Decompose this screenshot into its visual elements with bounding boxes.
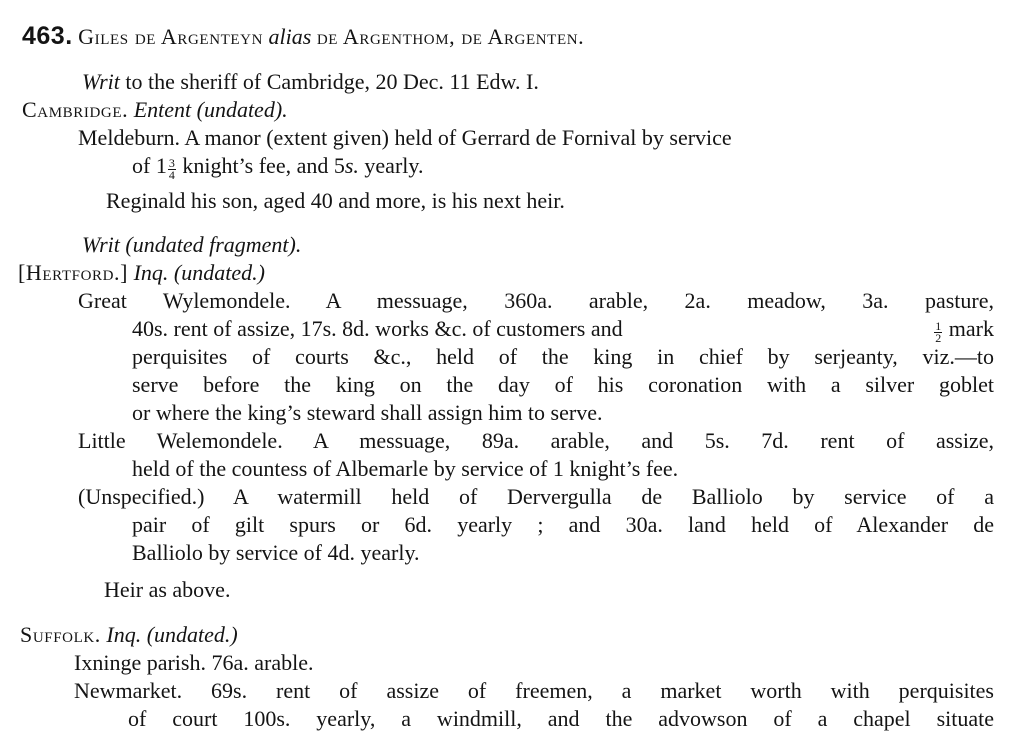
shilling-abbrev: s. [344, 153, 359, 178]
entry-name-variants: de Argenthom, de Argenten. [316, 24, 585, 49]
welemondele-line-2: held of the countess of Albemarle by service of 1 knight’s fee. [132, 456, 679, 481]
entry-number: 463. [22, 22, 73, 50]
half-mark [933, 315, 994, 344]
wylemondele-line-5: or where the king’s steward shall assign him to serve. [132, 400, 603, 425]
cambridge-heading [22, 96, 288, 124]
hertford-heading [18, 259, 265, 287]
county-cambridge: Cambridge. [22, 97, 129, 122]
county-suffolk: Suffolk. [20, 622, 101, 647]
ixninge-line: Ixninge parish. 76a. arable. [74, 650, 314, 675]
cambridge-heir: Reginald his son, aged 40 and more, is his next heir. [106, 188, 565, 213]
mark-text: mark [948, 316, 994, 341]
fraction-denominator: 4 [168, 168, 175, 182]
fraction-numerator: 1 [935, 319, 942, 333]
entry-alias: alias [268, 24, 312, 49]
entry-heading [22, 22, 584, 51]
wylemondele-text-a: 40s. rent of assize, 17s. 8d. works &c. of customers and [132, 316, 623, 341]
inquisition-label-suffolk: Inq. (undated.) [106, 622, 238, 647]
meldeburn-text-b: knight’s fee, and 5 [182, 153, 345, 178]
writ-text: to the sheriff of Cambridge, 20 Dec. 11 Edw. I. [125, 69, 539, 94]
wylemondele-line-3: perquisites of courts &c., held of the king in chief by serjeanty, viz.—to [132, 344, 994, 369]
entry-name: Giles de Argenteyn [78, 24, 264, 49]
meldeburn-text-a: of 1 [132, 153, 167, 178]
fraction-half [934, 321, 942, 344]
writ-label: Writ [82, 69, 120, 94]
fraction-denominator: 2 [935, 331, 942, 345]
wylemondele-line-2 [132, 315, 994, 344]
fraction-numerator: 3 [168, 156, 175, 170]
hertford-heir: Heir as above. [104, 577, 231, 602]
newmarket-line-1: Newmarket. 69s. rent of assize of freemen, a market worth with perquisites [74, 678, 994, 703]
meldeburn-line-1: Meldeburn. A manor (extent given) held of Gerrard de Fornival by service [78, 125, 732, 150]
welemondele-line-1: Little Welemondele. A messuage, 89a. arable, and 5s. 7d. rent of assize, [78, 428, 994, 453]
inquisition-label-hertford: Inq. (undated.) [133, 260, 265, 285]
unspecified-line-2: pair of gilt spurs or 6d. yearly ; and 30a. land held of Alexander de [132, 512, 994, 537]
newmarket-line-2: of court 100s. yearly, a windmill, and the advowson of a chapel situate [128, 706, 994, 731]
county-hertford: [Hertford.] [18, 260, 129, 285]
writ-line [82, 68, 539, 96]
fraction-three-quarters [168, 158, 176, 181]
suffolk-heading [20, 621, 238, 649]
meldeburn-text-c: yearly. [364, 153, 424, 178]
writ-fragment: Writ (undated fragment). [82, 232, 302, 257]
wylemondele-line-1: Great Wylemondele. A messuage, 360a. arable, 2a. meadow, 3a. pasture, [78, 288, 994, 313]
unspecified-line-3: Balliolo by service of 4d. yearly. [132, 540, 420, 565]
unspecified-line-1: (Unspecified.) A watermill held of Dervergulla de Balliolo by service of a [78, 484, 994, 509]
wylemondele-line-4: serve before the king on the day of his coronation with a silver goblet [132, 372, 994, 397]
meldeburn-line-2 [132, 152, 423, 181]
extent-label: Entent (undated). [133, 97, 288, 122]
